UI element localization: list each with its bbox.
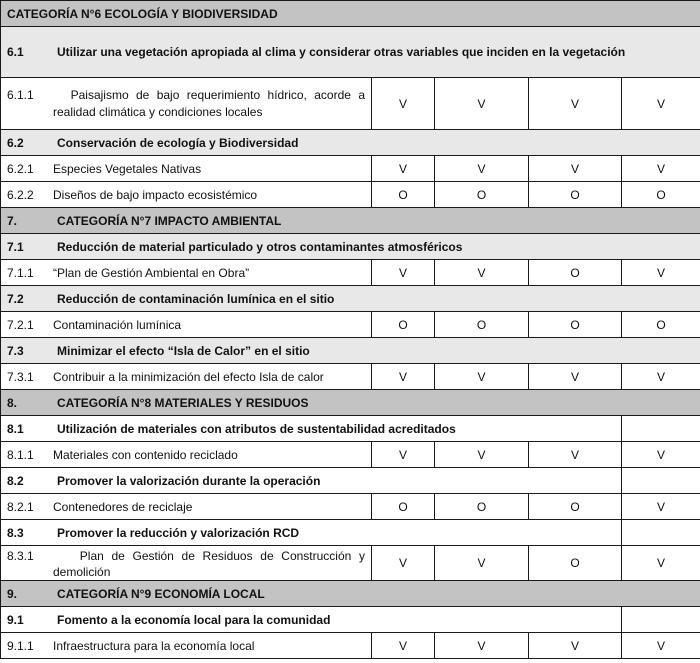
item-title: Paisajismo de bajo requerimiento hídrico, acorde a — [70, 87, 365, 102]
item-code: 7.2.1 — [7, 317, 34, 332]
category-cell — [1, 390, 700, 416]
item-label-cell — [1, 546, 372, 581]
category-cell — [1, 1, 700, 27]
item-label-cell — [1, 442, 372, 468]
category-code: 8. — [7, 395, 18, 410]
item-label-cell — [1, 494, 372, 520]
subcategory-row — [1, 338, 700, 364]
empty-cell — [622, 468, 700, 494]
item-code: 8.1.1 — [7, 447, 34, 462]
item-title: Contenedores de reciclaje — [53, 499, 193, 514]
category-cell — [1, 581, 700, 607]
category-code: 7. — [7, 213, 18, 228]
subcategory-cell — [1, 27, 700, 78]
item-code: 7.1.1 — [7, 265, 34, 280]
value-cell: V — [372, 546, 435, 581]
subcategory-row — [1, 607, 700, 633]
value-cell: V — [372, 442, 435, 468]
subcategory-row — [1, 234, 700, 260]
item-label-cell — [1, 182, 372, 208]
item-row — [1, 494, 700, 520]
subcategory-title: Reducción de contaminación lumínica en el sitio — [57, 291, 335, 306]
item-row — [1, 260, 700, 286]
value-cell: V — [529, 633, 622, 659]
item-title: Diseños de bajo impacto ecosistémico — [53, 187, 258, 202]
subcategory-cell — [1, 520, 622, 546]
value-cell: V — [529, 78, 622, 130]
value-cell: O — [435, 312, 529, 338]
item-row — [1, 78, 700, 130]
value-cell: O — [435, 182, 529, 208]
category-row — [1, 208, 700, 234]
item-code: 9.1.1 — [7, 638, 34, 653]
subcategory-cell — [1, 130, 700, 156]
item-row — [1, 364, 700, 390]
subcategory-cell — [1, 416, 622, 442]
category-title: CATEGORÍA N°9 ECONOMÍA LOCAL — [57, 586, 265, 601]
category-title: CATEGORÍA N°8 MATERIALES Y RESIDUOS — [57, 395, 309, 410]
subcategory-cell — [1, 468, 622, 494]
value-cell: V — [435, 546, 529, 581]
value-cell: V — [435, 442, 529, 468]
item-title: Especies Vegetales Nativas — [53, 161, 202, 176]
item-code: 6.2.1 — [7, 161, 34, 176]
subcategory-title: Conservación de ecología y Biodiversidad — [57, 135, 299, 150]
value-cell: O — [529, 182, 622, 208]
value-cell: O — [372, 312, 435, 338]
item-row — [1, 442, 700, 468]
value-cell: V — [372, 260, 435, 286]
value-cell: V — [622, 78, 700, 130]
empty-cell — [622, 416, 700, 442]
item-title: Plan de Gestión de Residuos de Construcción y — [79, 548, 365, 563]
value-cell: V — [622, 260, 700, 286]
value-cell: V — [372, 633, 435, 659]
value-cell: O — [529, 546, 622, 581]
item-label-line2: realidad climática y condiciones locales — [53, 104, 263, 119]
category-row — [1, 1, 700, 27]
subcategory-row — [1, 286, 700, 312]
subcategory-code: 9.1 — [7, 612, 24, 627]
value-cell: O — [622, 182, 700, 208]
subcategory-title: Utilizar una vegetación apropiada al clima y considerar otras variables que inciden en la vegetación — [57, 45, 626, 59]
value-cell: V — [435, 260, 529, 286]
item-code: 6.1.1 — [7, 87, 34, 102]
value-cell: O — [529, 312, 622, 338]
item-label-cell — [1, 633, 372, 659]
item-label-cell — [1, 156, 372, 182]
value-cell: O — [372, 182, 435, 208]
subcategory-code: 6.2 — [7, 135, 24, 150]
subcategory-title: Promover la valorización durante la operación — [57, 473, 321, 488]
value-cell: O — [372, 494, 435, 520]
item-code: 8.3.1 — [7, 548, 34, 563]
subcategory-code: 8.1 — [7, 421, 24, 436]
value-cell: V — [435, 633, 529, 659]
subcategory-row — [1, 468, 700, 494]
subcategory-code: 6.1 — [7, 45, 24, 59]
value-cell: V — [622, 633, 700, 659]
value-cell: V — [622, 442, 700, 468]
subcategory-cell — [1, 234, 700, 260]
value-cell: O — [529, 260, 622, 286]
value-cell: O — [435, 494, 529, 520]
value-cell: V — [529, 364, 622, 390]
category-row — [1, 581, 700, 607]
item-label-cell — [1, 312, 372, 338]
value-cell: V — [622, 156, 700, 182]
subcategory-title: Reducción de material particulado y otros contaminantes atmosféricos — [57, 239, 463, 254]
subcategory-row — [1, 520, 700, 546]
subcategory-code: 8.2 — [7, 473, 24, 488]
value-cell: V — [435, 364, 529, 390]
value-cell: V — [622, 546, 700, 581]
category-title: CATEGORÍA N°7 IMPACTO AMBIENTAL — [57, 213, 282, 228]
item-title: Materiales con contenido reciclado — [53, 447, 238, 462]
subcategory-cell — [1, 607, 622, 633]
subcategory-code: 7.3 — [7, 343, 24, 358]
subcategory-row — [1, 130, 700, 156]
value-cell: V — [372, 364, 435, 390]
item-label-cell — [1, 364, 372, 390]
item-code: 8.2.1 — [7, 499, 34, 514]
value-cell: V — [372, 78, 435, 130]
value-cell: O — [622, 312, 700, 338]
value-cell: O — [529, 494, 622, 520]
item-row — [1, 182, 700, 208]
item-label-cell — [1, 260, 372, 286]
subcategory-title: Promover la reducción y valorización RCD — [57, 525, 300, 540]
value-cell: V — [622, 494, 700, 520]
value-cell: V — [529, 156, 622, 182]
item-code: 6.2.2 — [7, 187, 34, 202]
value-cell: V — [372, 156, 435, 182]
subcategory-row — [1, 27, 700, 78]
subcategory-code: 7.1 — [7, 239, 24, 254]
subcategory-cell — [1, 286, 700, 312]
item-row — [1, 633, 700, 659]
item-label-line2: demolición — [53, 564, 111, 579]
value-cell: V — [529, 442, 622, 468]
subcategory-title: Fomento a la economía local para la comunidad — [57, 612, 331, 627]
item-label-line1 — [7, 87, 365, 104]
value-cell: V — [622, 364, 700, 390]
item-label-cell — [1, 78, 372, 130]
item-code: 7.3.1 — [7, 369, 34, 384]
item-title: Contribuir a la minimización del efecto Isla de calor — [53, 369, 324, 384]
item-title: Infraestructura para la economía local — [53, 638, 255, 653]
category-title: CATEGORÍA N°6 ECOLOGÍA Y BIODIVERSIDAD — [7, 6, 278, 21]
category-row — [1, 390, 700, 416]
subcategory-title: Minimizar el efecto “Isla de Calor” en el sitio — [57, 343, 310, 358]
item-title: Contaminación lumínica — [53, 317, 182, 332]
category-code: 9. — [7, 586, 18, 601]
item-row — [1, 546, 700, 581]
empty-cell — [622, 607, 700, 633]
value-cell: V — [435, 78, 529, 130]
subcategory-row — [1, 416, 700, 442]
subcategory-code: 8.3 — [7, 525, 24, 540]
item-row — [1, 312, 700, 338]
value-cell: V — [435, 156, 529, 182]
subcategory-code: 7.2 — [7, 291, 24, 306]
category-cell — [1, 208, 700, 234]
subcategory-cell — [1, 338, 700, 364]
item-row — [1, 156, 700, 182]
item-label-line1 — [7, 548, 365, 565]
empty-cell — [622, 520, 700, 546]
subcategory-title: Utilización de materiales con atributos de sustentabilidad acreditados — [57, 421, 456, 436]
item-title: “Plan de Gestión Ambiental en Obra” — [53, 265, 250, 280]
